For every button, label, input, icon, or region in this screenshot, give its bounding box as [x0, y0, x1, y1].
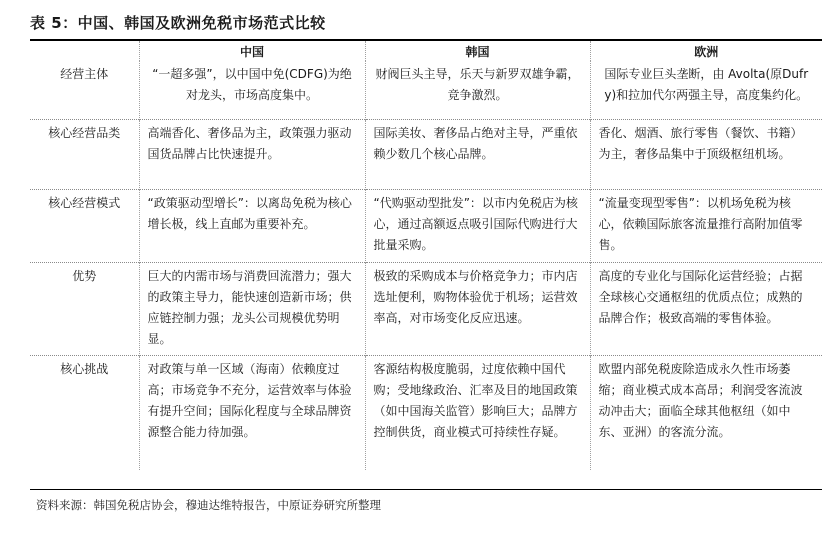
cell-europe: 高度的专业化与国际化运营经验；占据全球核心交通枢纽的优质点位；成熟的品牌合作；极致高端的零售体验。: [590, 263, 822, 356]
header-cell-china: 中国: [139, 41, 365, 61]
header-row: [30, 41, 822, 61]
header-cell-korea: 韩国: [365, 41, 590, 61]
cell-korea: “代购驱动型批发”：以市内免税店为核心，通过高额返点吸引国际代购进行大批量采购。: [365, 190, 590, 263]
header-cell-blank: [30, 41, 139, 61]
row-label: 核心经营模式: [30, 190, 139, 263]
table-title: 表 5：中国、韩国及欧洲免税市场范式比较: [30, 14, 326, 32]
table-row: [30, 61, 822, 120]
table-row: [30, 263, 822, 356]
table-row: [30, 120, 822, 190]
row-label: 经营主体: [60, 67, 109, 81]
bottom-rule: [30, 489, 822, 490]
table-row: [30, 356, 822, 471]
row-label: 核心经营品类: [30, 120, 139, 190]
cell-korea: 国际美妆、奢侈品占绝对主导，严重依赖少数几个核心品牌。: [365, 120, 590, 190]
cell-europe: 国际专业巨头垄断，由 Avolta(原Dufry)和拉加代尔两强主导，高度集约化。: [590, 61, 822, 120]
cell-europe: 欧盟内部免税废除造成永久性市场萎缩；商业模式成本高昂；利润受客流波动冲击大；面临全球其他枢纽（如中东、亚洲）的客流分流。: [590, 356, 822, 471]
cell-china: 高端香化、奢侈品为主，政策强力驱动国货品牌占比快速提升。: [139, 120, 365, 190]
cell-europe: “流量变现型零售”：以机场免税为核心，依赖国际旅客流量推行高附加值零售。: [590, 190, 822, 263]
cell-china: “政策驱动型增长”：以离岛免税为核心增长极，线上直邮为重要补充。: [139, 190, 365, 263]
cell-china: 对政策与单一区域（海南）依赖度过高；市场竞争不充分，运营效率与体验有提升空间；国际化程度与全球品牌资源整合能力待加强。: [139, 356, 365, 471]
cell-korea: 极致的采购成本与价格竞争力；市内店选址便利，购物体验优于机场；运营效率高，对市场变化反应迅速。: [365, 263, 590, 356]
header-cell-europe: 欧洲: [590, 41, 822, 61]
cell-korea: 财阀巨头主导，乐天与新罗双雄争霸，竞争激烈。: [365, 61, 590, 120]
cell-europe: 香化、烟酒、旅行零售（餐饮、书籍）为主，奢侈品集中于顶级枢纽机场。: [590, 120, 822, 190]
cell-korea: 客源结构极度脆弱，过度依赖中国代购；受地缘政治、汇率及目的地国政策（如中国海关监管）影响巨大；品牌方控制供货，商业模式可持续性存疑。: [365, 356, 590, 471]
row-label: 优势: [30, 263, 139, 356]
cell-china: “一超多强”，以中国中免(CDFG)为绝对龙头，市场高度集中。: [139, 61, 365, 120]
source-note: 资料来源：韩国免税店协会，穆迪达维特报告，中原证券研究所整理: [36, 498, 381, 512]
row-label: 核心挑战: [30, 356, 139, 471]
table-row: [30, 190, 822, 263]
comparison-table: [30, 41, 822, 470]
cell-china: 巨大的内需市场与消费回流潜力；强大的政策主导力，能快速创造新市场；供应链控制力强；龙头公司规模优势明显。: [139, 263, 365, 356]
